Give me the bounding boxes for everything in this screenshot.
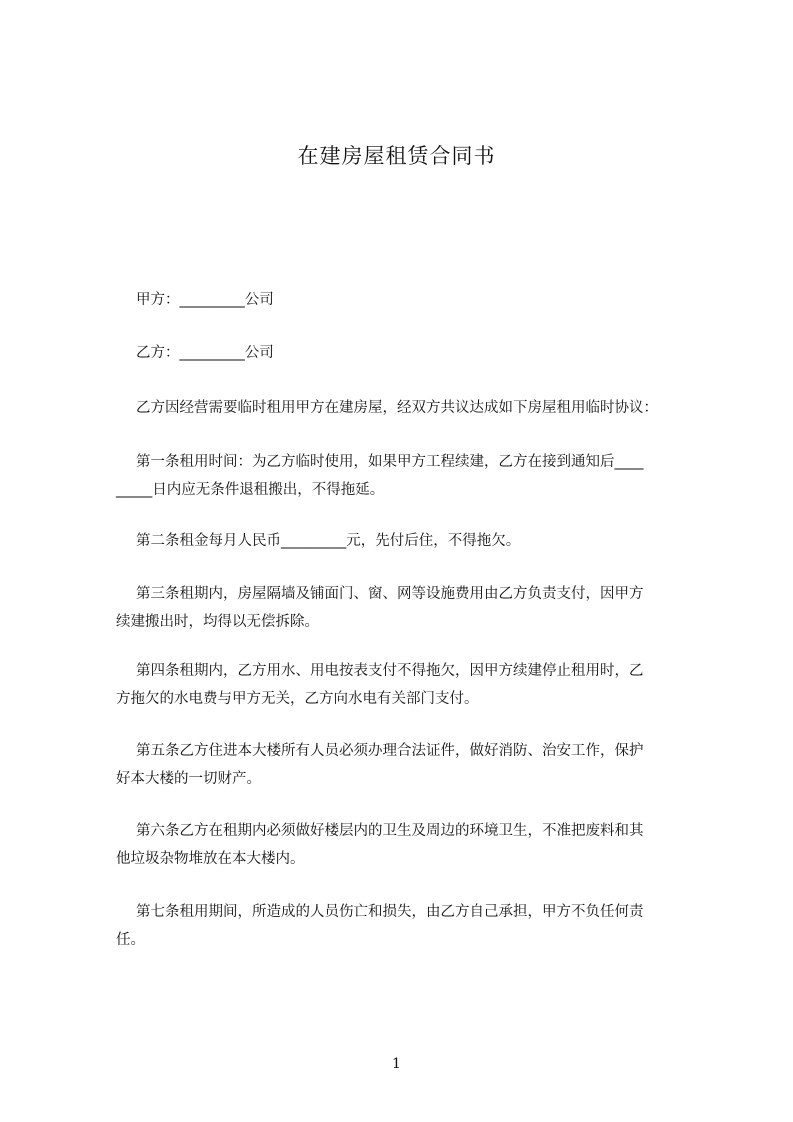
party-a-line: 甲方：_________公司 [136,292,274,308]
article-6-line-2: 他垃圾杂物堆放在本大楼内。 [116,851,305,867]
party-b-line: 乙方：_________公司 [136,345,274,361]
article-7-line-1: 第七条租用期间，所造成的人员伤亡和损失，由乙方自己承担，甲方不负任何责 [136,904,644,920]
article-1 [116,448,708,504]
page-number: 1 [392,1056,401,1072]
article-3-line-1: 第三条租期内，房屋隔墙及铺面门、窗、网等设施费用由乙方负责支付，因甲方 [136,586,644,602]
article-4-line-1: 第四条租期内，乙方用水、用电按表支付不得拖欠，因甲方续建停止租用时，乙 [136,663,644,679]
intro-paragraph: 乙方因经营需要临时租用甲方在建房屋，经双方共议达成如下房屋租用临时协议： [136,400,658,416]
article-4-line-2: 方拖欠的水电费与甲方无关，乙方向水电有关部门支付。 [116,691,479,707]
article-5 [116,737,708,793]
article-5-line-1: 第五条乙方住进本大楼所有人员必须办理合法证件，做好消防、治安工作，保护 [136,743,644,759]
article-5-line-2: 好本大楼的一切财产。 [116,771,261,787]
article-3 [116,580,708,636]
article-1-line-1: 第一条租用时间：为乙方临时使用，如果甲方工程续建，乙方在接到通知后____ [136,454,644,470]
article-7-line-2: 任。 [116,932,145,948]
article-6-line-1: 第六条乙方在租期内必须做好楼层内的卫生及周边的环境卫生，不准把废料和其 [136,823,644,839]
document-title: 在建房屋租赁合同书 [297,144,496,168]
article-2-line-1: 第二条租金每月人民币_________元，先付后住，不得拖欠。 [136,533,521,549]
article-1-line-2: _____日内应无条件退租搬出，不得拖延。 [116,482,385,498]
article-3-line-2: 续建搬出时，均得以无偿拆除。 [116,614,319,630]
article-6 [116,817,708,873]
article-2 [116,527,708,555]
article-7 [116,898,708,954]
article-4 [116,657,708,713]
